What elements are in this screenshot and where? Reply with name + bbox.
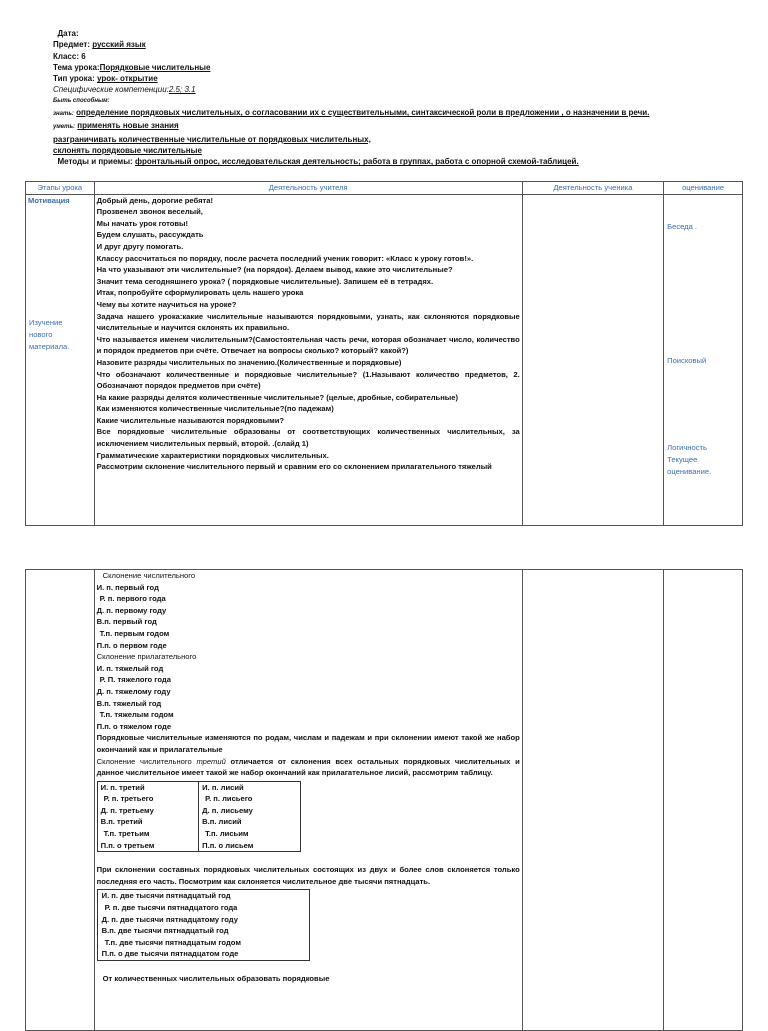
list-item: И. п. тяжелый год <box>96 663 164 673</box>
table-row <box>26 194 743 525</box>
can-line: уметь: применять новые знания <box>53 121 179 131</box>
list-item: Что обозначают количественные и порядковые числительные? (1.Называют количество предметов, 2. Обозначают порядок предметов при счёте) <box>96 369 520 391</box>
para-compound: При склонении составных порядковых числительных состоящих из двух и более слов склоняется только последняя его часть. Посмотрим как склоняется числительное две тысячи пятнадцать. <box>96 865 520 886</box>
list-item: Задача нашего урока:какие числительные называются порядковыми, узнать, как склоняются порядковые числительные и научится склонять их правильно. <box>96 311 520 333</box>
list-item: И. п. лисий <box>202 782 244 792</box>
assess-conversation: Беседа . <box>667 221 698 231</box>
list-item: В.п. две тысячи пятнадцатый год <box>101 926 229 936</box>
student-cell <box>522 194 663 525</box>
know-line: знать: определение порядковых числительных, о согласовании их с существительными, синтаксической роли в предложении , о назначении в речи. <box>53 108 650 118</box>
list-item: В.п. третий <box>100 817 143 827</box>
list-item: Р. п. третьего <box>103 794 154 804</box>
date-line: Дата: <box>57 29 79 38</box>
fox-col <box>199 781 300 852</box>
list-item: П.п. о третьем <box>100 840 155 850</box>
assessment-cell-2 <box>664 570 743 1031</box>
table-header-row <box>26 182 743 195</box>
list-item: И. п. первый год <box>96 582 159 592</box>
stage-motivation: Мотивация <box>28 195 70 205</box>
list-item: На что указывают эти числительные? (на порядок). Делаем вывод, какие это числительные? <box>96 265 453 275</box>
decl-adj-list <box>97 663 520 733</box>
topic-line: Тема урока:Порядковые числительные <box>53 62 211 72</box>
decl-adj-title: Склонение прилагательного <box>96 652 197 662</box>
assess-search: Поисковый <box>667 355 707 365</box>
decl-num-title: Склонение числительного <box>102 571 196 580</box>
list-item: Р. п. лисьего <box>205 794 253 804</box>
list-item: П.п. о две тысячи пятнадцатом годе <box>101 949 239 959</box>
assess-logic: Логичность Текущее оценивание. <box>667 442 712 476</box>
list-item: В.п. первый год <box>96 617 157 627</box>
list-item: Д. п. две тысячи пятнадцатому году <box>101 914 238 924</box>
list-item: Как изменяются количественные числительные?(по падежам) <box>96 404 334 414</box>
third-decl-table <box>97 781 301 853</box>
class-line: Класс: 6 <box>53 51 86 61</box>
col-header-student: Деятельность ученика <box>522 182 663 195</box>
list-item: В.п. тяжелый год <box>96 698 162 708</box>
lesson-header <box>53 28 743 168</box>
list-item: П.п. о тяжелом годе <box>96 721 172 731</box>
list-item: Все порядковые числительные образованы от соответствующих количественных числительных, за исключением числительных первый, второй. .(слайд 1) <box>96 427 520 449</box>
list-item: Р. П. тяжелого года <box>99 675 171 685</box>
subject-line: Предмет: русский язык <box>53 40 146 50</box>
competence-line: Специфические компетенции:2.5; 3.1 <box>53 85 196 95</box>
table-row <box>97 781 300 852</box>
table-row <box>26 570 743 1031</box>
col-header-teacher: Деятельность учителя <box>94 182 522 195</box>
decl-num-list <box>97 582 520 652</box>
list-item: Д. п. лисьему <box>202 805 253 815</box>
spacer <box>97 854 520 864</box>
para-third: Склонение числительного третий отличается от склонения всех остальных порядковых числительных и данное числительное имеет такой же набор окончаний как прилагательное лисий, рассмотрим таблицу. <box>96 756 520 778</box>
list-item: Т.п. две тысячи пятнадцатым годом <box>104 937 241 947</box>
list-item: Чему вы хотите научиться на уроке? <box>96 299 237 309</box>
student-cell-2 <box>522 570 663 1031</box>
lesson-table-1 <box>25 181 743 526</box>
type-line: Тип урока: урок- открытие <box>53 74 158 84</box>
list-item: Т.п. третьим <box>103 829 150 839</box>
list-item: Добрый день, дорогие ребята! <box>96 195 214 205</box>
list-item: Будем слушать, рассуждать <box>96 230 204 240</box>
list-item: Т.п. тяжелым годом <box>99 710 174 720</box>
list-item: П.п. о лисьем <box>202 840 254 850</box>
compound-decl-box <box>97 889 310 961</box>
assessment-cell <box>664 194 743 525</box>
list-item: Классу рассчитаться по порядку, после расчета последний ученик говорит: «Класс к уроку готов!». <box>96 253 474 263</box>
stages-cell-2 <box>26 570 95 1031</box>
list-item: Значит тема сегодняшнего урока? ( порядковые числительные). Запишем её в тетрадях. <box>96 276 434 286</box>
list-item: Р. п. две тысячи пятнадцатого года <box>104 903 238 913</box>
col-header-stages: Этапы урока <box>26 182 95 195</box>
list-item: И. п. две тысячи пятнадцатый год <box>101 891 231 901</box>
can-line-3: склонять порядковые числительные <box>53 145 202 155</box>
teacher-cell-2 <box>94 570 522 1031</box>
last-line: От количественных числительных образовать порядковые <box>102 974 330 983</box>
list-item: Д. п. третьему <box>100 805 154 815</box>
methods-line: Методы и приемы: фронтальный опрос, исследовательская деятельность; работа в группах, работа с опорной схемой-таблицей. <box>57 157 579 167</box>
list-item: Т.п. первым годом <box>99 628 170 638</box>
able-line: Быть способным: <box>53 97 110 104</box>
col-header-assessment: оценивание <box>664 182 743 195</box>
list-item: Р. п. первого года <box>99 594 166 604</box>
list-item: Грамматические характеристики порядковых числительных. <box>96 450 329 460</box>
list-item: И друг другу помогать. <box>96 241 184 251</box>
list-item: Д. п. первому году <box>96 605 167 615</box>
teacher-text <box>97 195 520 473</box>
list-item: Итак, попробуйте сформулировать цель нашего урока <box>96 288 304 298</box>
list-item: Что называется именем числительным?(Самостоятельная часть речи, которая обозначает число, количество и порядок предметов при счёте. Отвечает на вопросы сколько? который? какой?) <box>96 334 520 356</box>
stages-cell <box>26 194 95 525</box>
spacer <box>97 963 520 973</box>
list-item: Мы начать урок готовы! <box>96 218 189 228</box>
list-item: Назовите разряды числительных по значению.(Количественные и порядковые) <box>96 357 402 367</box>
lesson-table-2 <box>25 569 743 1031</box>
list-item: Рассмотрим склонение числительного первый и сравним его со склонением прилагательного тяжелый <box>96 462 492 472</box>
teacher-cell <box>94 194 522 525</box>
list-item: Какие числительные называются порядковыми? <box>96 415 285 425</box>
para-ordinals: Порядковые числительные изменяются по родам, числам и падежам и при склонении имеют такой же набор окончаний как и прилагательные <box>96 733 520 754</box>
list-item: На какие разряды делятся количественные числительные? (целые, дробные, собирательные) <box>96 392 459 402</box>
list-item: Д. п. тяжелому году <box>96 686 171 696</box>
stage-new-material: Изучение нового материала. <box>29 317 70 351</box>
third-col <box>97 781 199 852</box>
list-item: П.п. о первом годе <box>96 640 167 650</box>
list-item: Прозвенел звонок веселый, <box>96 207 203 217</box>
can-line-2: разграничивать количественные числительные от порядковых числительных, <box>53 134 371 144</box>
list-item: Т.п. лисьим <box>205 829 249 839</box>
list-item: В.п. лисий <box>202 817 242 827</box>
list-item: И. п. третий <box>100 782 145 792</box>
